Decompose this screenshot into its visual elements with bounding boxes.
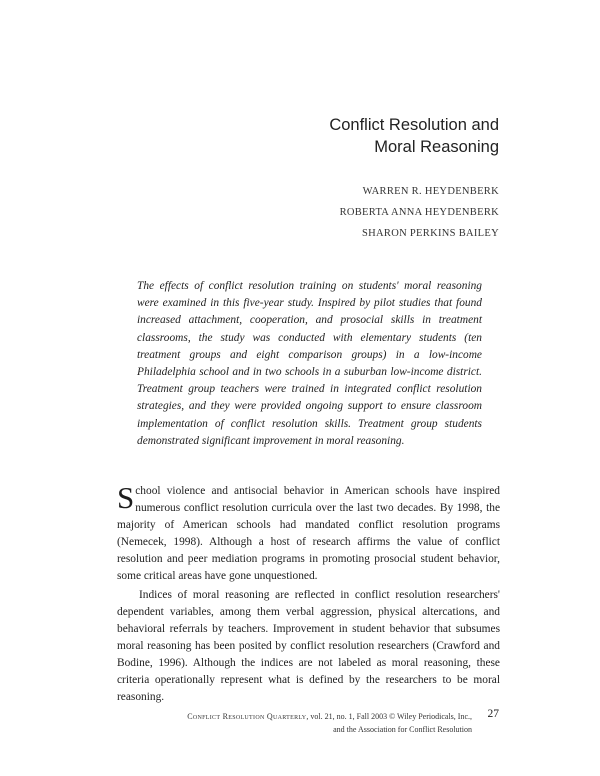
author-name: SHARON PERKINS BAILEY <box>362 228 499 239</box>
journal-name: Conflict Resolution Quarterly <box>187 712 307 721</box>
article-title <box>329 114 499 158</box>
body-text <box>117 480 500 706</box>
author-name: WARREN R. HEYDENBERK <box>362 186 499 197</box>
publisher-note: and the Association for Conflict Resolution <box>333 725 472 734</box>
article-title-line-2: Moral Reasoning <box>374 138 499 156</box>
abstract: The effects of conflict resolution training on students' moral reasoning were examined in this five-year study. Inspired by pilot studies that found increased attachment, cooperation, and prosocial skills in treatment classrooms, the study was conducted with elementary students (ten treatment groups and eight comparison groups) in a low-income Philadelphia school and in two schools in a suburban low-income district. Treatment group teachers were trained in integrated conflict resolution strategies, and they were provided ongoing support to ensure classroom implementation of conflict resolution skills. Treatment group students demonstrated significant improvement in moral reasoning. <box>137 280 482 447</box>
body-paragraph-1 <box>117 480 500 586</box>
author-list <box>340 181 499 244</box>
author-name: ROBERTA ANNA HEYDENBERK <box>339 207 499 218</box>
page-number: 27 <box>487 708 499 720</box>
journal-citation <box>187 710 472 723</box>
journal-details: , vol. 21, no. 1, Fall 2003 © Wiley Periodicals, Inc., <box>306 712 472 721</box>
body-paragraph-1-text: chool violence and antisocial behavior in American schools have inspired numerous conflict resolution curricula over the last two decades. By 1998, the majority of American schools had mandated conflict resolution programs (Nemecek, 1998). Although a host of research affirms the value of conflict resolution and peer mediation programs in promoting prosocial student behavior, some critical areas have gone unquestioned. <box>117 485 500 583</box>
drop-cap: S <box>117 480 135 515</box>
article-title-line-1: Conflict Resolution and <box>329 116 499 134</box>
body-paragraph-2: Indices of moral reasoning are reflected in conflict resolution researchers' dependent variables, among them verbal aggression, physical altercations, and behavioral referrals by teachers. Improvement in student behavior that subsumes moral reasoning has been posited by conflict resolution researchers (Crawford and Bodine, 1996). Although the indices are not labeled as moral reasoning, these criteria operationally represent what is defined by the researchers to be moral reasoning. <box>117 588 500 704</box>
